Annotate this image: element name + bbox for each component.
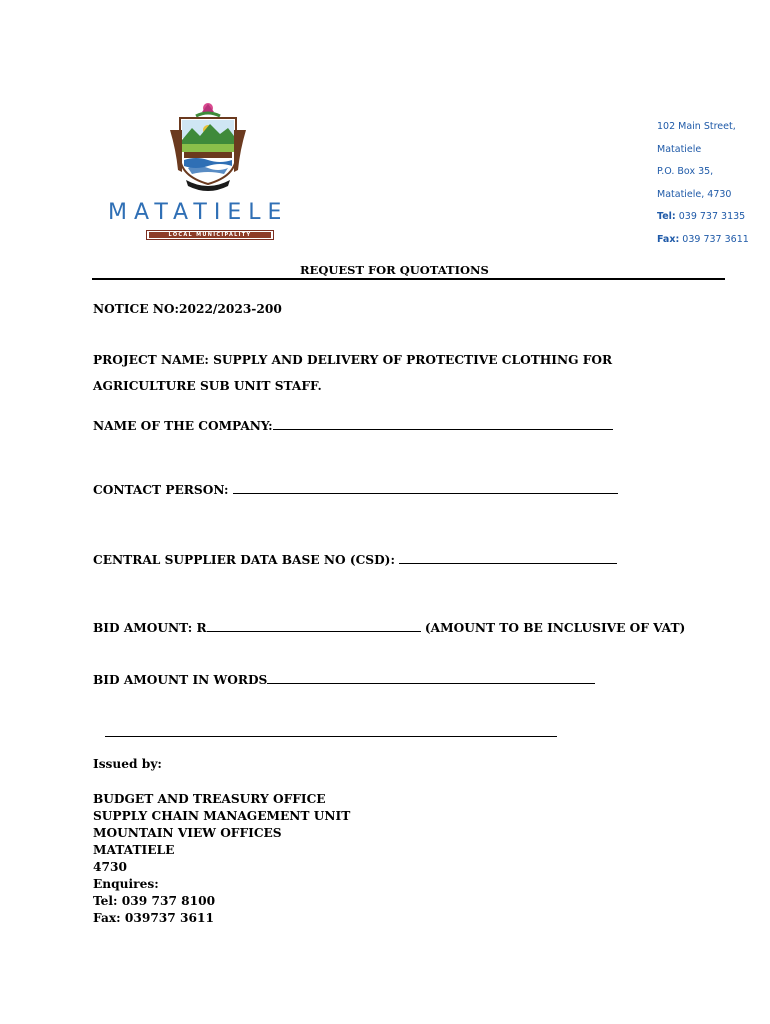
address-tel <box>657 211 749 234</box>
issuer-line: SUPPLY CHAIN MANAGEMENT UNIT <box>93 809 351 823</box>
fax-value: 039 737 3611 <box>679 233 749 245</box>
issuer-line: Enquires: <box>93 877 159 891</box>
address-line: Matatiele, 4730 <box>657 188 732 200</box>
municipality-name: MATATIELE <box>108 200 289 225</box>
issuer-line: MATATIELE <box>93 843 175 857</box>
address-line: P.O. Box 35, <box>657 166 714 177</box>
contact-person-label: CONTACT PERSON: <box>93 483 233 497</box>
municipality-band <box>146 230 274 240</box>
project-name-line1: PROJECT NAME: SUPPLY AND DELIVERY OF PROTECTIVE CLOTHING FOR <box>93 353 613 367</box>
tel-label: Tel: <box>657 211 676 222</box>
company-name-field[interactable] <box>93 418 613 433</box>
bid-amount-field[interactable] <box>93 620 685 635</box>
bid-words-blank[interactable] <box>267 672 595 684</box>
csd-number-blank[interactable] <box>399 552 617 564</box>
document-heading: REQUEST FOR QUOTATIONS <box>300 263 489 277</box>
fax-label: Fax: <box>657 233 680 245</box>
heading-rule <box>92 278 725 280</box>
contact-person-blank[interactable] <box>233 482 618 494</box>
address-line: Matatiele <box>657 143 702 155</box>
issued-by-label: Issued by: <box>93 757 162 771</box>
issuer-line: BUDGET AND TREASURY OFFICE <box>93 792 326 806</box>
csd-number-label: CENTRAL SUPPLIER DATA BASE NO (CSD): <box>93 553 400 567</box>
bid-amount-blank[interactable] <box>207 620 421 632</box>
issuer-line: Tel: 039 737 8100 <box>93 894 216 908</box>
issuer-block <box>93 791 350 927</box>
csd-number-field[interactable] <box>93 552 617 567</box>
bid-words-label: BID AMOUNT IN WORDS <box>93 673 268 687</box>
bid-words-field[interactable] <box>93 672 595 687</box>
company-name-blank[interactable] <box>273 418 613 430</box>
municipality-band-text: LOCAL MUNICIPALITY <box>149 232 271 238</box>
issuer-line: MOUNTAIN VIEW OFFICES <box>93 826 282 840</box>
bid-words-continuation-blank[interactable] <box>105 725 557 737</box>
contact-person-field[interactable] <box>93 482 618 497</box>
company-name-label: NAME OF THE COMPANY: <box>93 419 273 433</box>
notice-number: NOTICE NO:2022/2023-200 <box>93 302 282 316</box>
address-line: 102 Main Street, <box>657 121 736 132</box>
issuer-line: 4730 <box>93 860 127 874</box>
issuer-line: Fax: 039737 3611 <box>93 911 214 925</box>
address-block <box>657 121 749 256</box>
bid-amount-label: BID AMOUNT: R <box>93 621 207 635</box>
tel-value: 039 737 3135 <box>675 211 746 222</box>
address-fax <box>657 234 749 257</box>
bid-amount-note: (AMOUNT TO BE INCLUSIVE OF VAT) <box>420 621 686 635</box>
project-name-line2: AGRICULTURE SUB UNIT STAFF. <box>93 379 322 393</box>
municipal-crest-icon <box>166 100 250 192</box>
